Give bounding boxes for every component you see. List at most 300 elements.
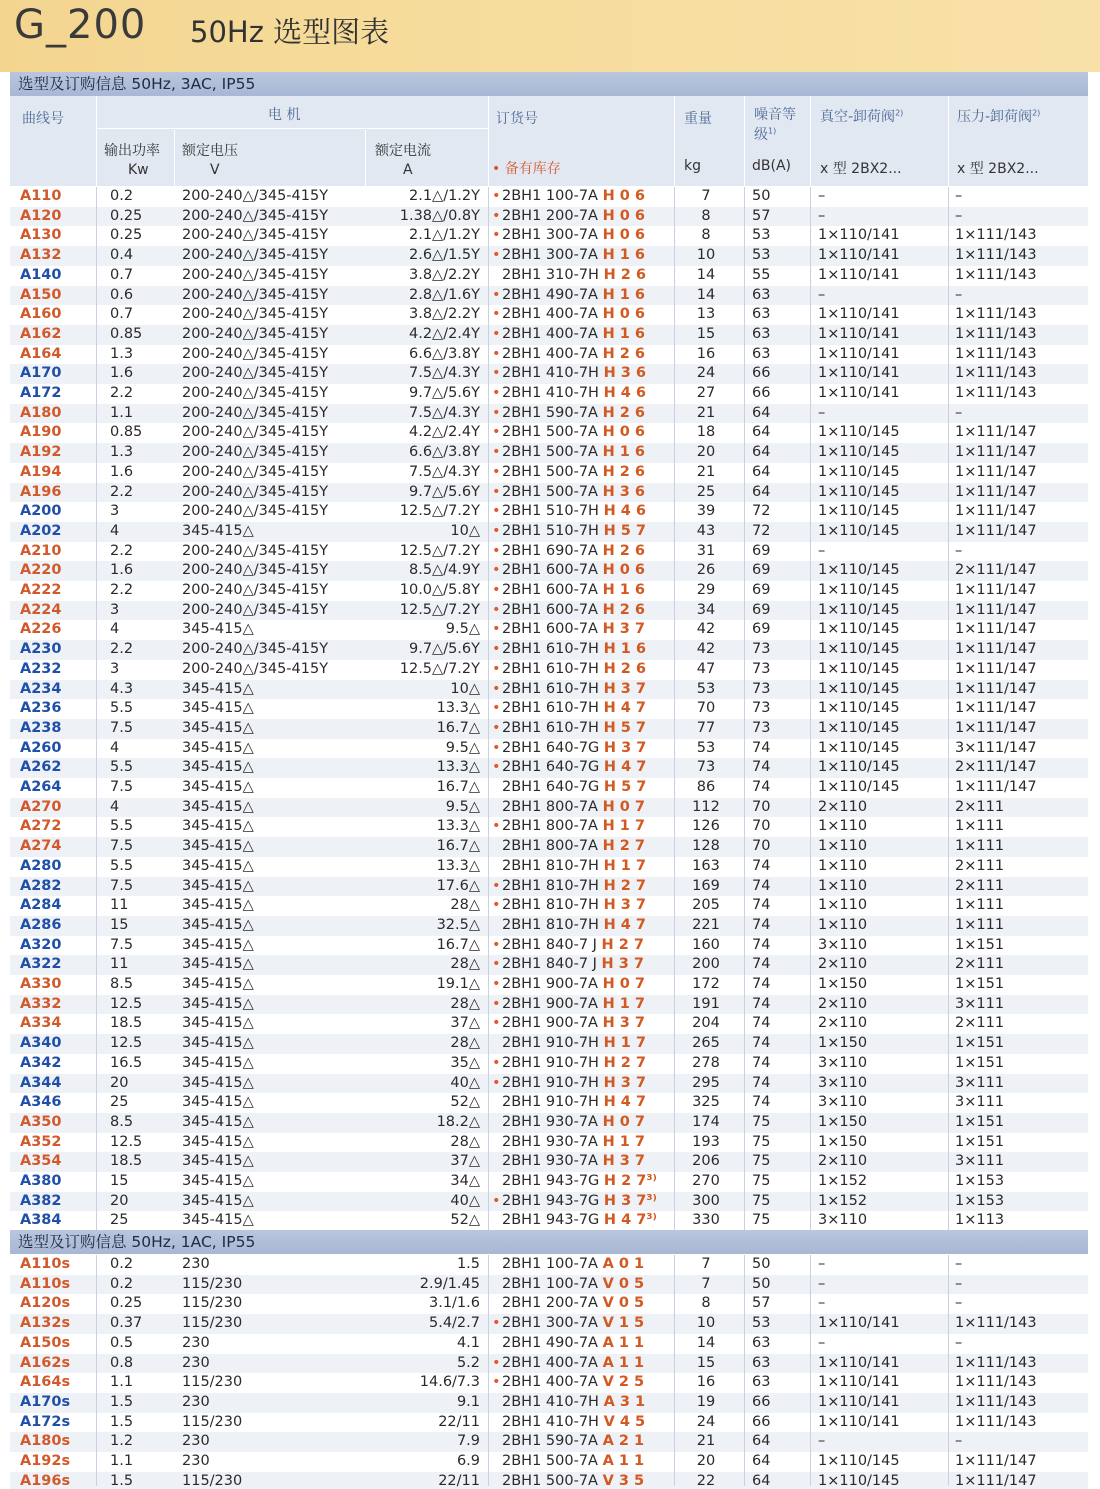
weight: 15	[696, 325, 716, 342]
output-power: 1.2	[110, 1433, 134, 1450]
rated-voltage: 345-415△	[182, 1074, 254, 1091]
noise-level: 66	[752, 385, 771, 401]
header-noise: 噪音等	[754, 107, 796, 123]
rated-voltage: 115/230	[182, 1413, 243, 1430]
table-row	[10, 1373, 1088, 1393]
stock-bullet: •	[492, 1354, 501, 1371]
weight: 169	[692, 877, 720, 894]
curve-number: A322	[20, 956, 62, 973]
pressure-valve: 3×111	[955, 995, 1005, 1012]
page-title: G_200	[14, 2, 147, 48]
rated-voltage: 345-415△	[182, 1192, 254, 1209]
order-code: A 3 1	[603, 1393, 646, 1410]
vacuum-valve: 1×110/145	[818, 621, 900, 638]
rated-current: 16.7△	[436, 779, 480, 795]
vacuum-valve: 1×110/141	[818, 1374, 900, 1391]
noise-level: 74	[752, 936, 771, 953]
output-power: 0.25	[110, 227, 143, 244]
rated-current: 2.6△/1.5Y	[408, 247, 480, 264]
noise-level: 66	[752, 365, 771, 382]
noise-level: 64	[752, 1472, 771, 1489]
vacuum-valve: –	[818, 1256, 826, 1272]
order-code: H 0 7	[602, 976, 645, 992]
noise-level: 74	[752, 1015, 771, 1032]
order-number	[492, 1093, 674, 1113]
vacuum-valve: 1×110/145	[818, 779, 900, 795]
rated-voltage: 230	[182, 1354, 210, 1371]
noise-level: 74	[752, 739, 771, 756]
header-weight: 重量	[684, 111, 712, 127]
rated-current: 22/11	[438, 1413, 480, 1430]
rated-voltage: 200-240△/345-415Y	[182, 601, 329, 618]
curve-number: A274	[20, 838, 62, 855]
order-code: H 3 7	[602, 1153, 645, 1170]
rated-voltage: 345-415△	[182, 1212, 254, 1229]
order-base: 2BH1 610-7H	[502, 719, 604, 736]
output-power: 4	[110, 522, 120, 539]
rated-current: 22/11	[438, 1472, 480, 1489]
weight: 18	[696, 424, 716, 441]
rated-current: 32.5△	[436, 916, 480, 933]
vacuum-valve: 1×110/145	[818, 1472, 900, 1489]
pressure-valve: 1×151	[955, 1035, 1005, 1052]
order-base: 2BH1 410-7H	[502, 365, 604, 382]
table-row	[10, 857, 1088, 877]
noise-level: 64	[752, 424, 771, 441]
output-power: 5.5	[110, 700, 134, 717]
vacuum-valve: 1×110/145	[818, 700, 900, 717]
order-code: H 3 7	[602, 1015, 645, 1032]
weight: 25	[696, 483, 716, 500]
vacuum-valve: 1×152	[818, 1173, 868, 1189]
pressure-valve: –	[955, 1334, 963, 1351]
curve-number: A200	[20, 503, 62, 520]
table-row	[10, 561, 1088, 581]
order-base: 2BH1 800-7A	[502, 838, 603, 855]
vacuum-valve: 3×110	[818, 1212, 868, 1229]
vacuum-valve: 1×110/145	[818, 463, 900, 480]
noise-level: 69	[752, 582, 771, 598]
order-number	[492, 1373, 674, 1393]
table-row	[10, 1211, 1088, 1231]
rated-voltage: 200-240△/345-415Y	[182, 641, 329, 658]
rated-current: 17.6△	[436, 877, 480, 894]
weight: 16	[696, 345, 716, 362]
vacuum-valve: 1×110/145	[818, 424, 900, 441]
curve-number: A354	[20, 1153, 62, 1170]
rated-voltage: 345-415△	[182, 1173, 254, 1189]
pressure-valve: 3×111/147	[955, 739, 1037, 756]
order-number	[492, 502, 674, 522]
vacuum-valve: 1×110	[818, 818, 868, 835]
table-row	[10, 1334, 1088, 1354]
curve-number: A202	[20, 522, 62, 539]
order-number	[492, 542, 674, 562]
pressure-valve: 2×111	[955, 956, 1005, 973]
rated-voltage: 345-415△	[182, 1035, 254, 1052]
curve-number: A264	[20, 779, 62, 795]
curve-number: A120s	[20, 1295, 71, 1312]
output-power: 0.6	[110, 286, 134, 303]
noise-level: 73	[752, 641, 771, 658]
noise-level: 74	[752, 1074, 771, 1091]
curve-number: A380	[20, 1173, 62, 1189]
weight: 221	[692, 916, 720, 933]
output-power: 1.3	[110, 444, 134, 461]
table-row	[10, 483, 1088, 503]
header-order: 订货号	[496, 111, 538, 127]
weight: 172	[692, 976, 720, 992]
stock-bullet: •	[492, 404, 501, 421]
rated-current: 2.1△/1.2Y	[408, 227, 480, 244]
rated-current: 2.9/1.45	[419, 1275, 480, 1292]
pressure-valve: 1×111/147	[955, 522, 1037, 539]
weight: 206	[692, 1153, 720, 1170]
table-row	[10, 798, 1088, 818]
order-number	[492, 1354, 674, 1374]
noise-level: 64	[752, 404, 771, 421]
order-code: H 2 6	[603, 266, 646, 283]
weight: 7	[701, 1256, 711, 1272]
noise-level: 57	[752, 1295, 771, 1312]
table-row	[10, 542, 1088, 562]
table-row	[10, 1172, 1088, 1192]
order-number	[492, 305, 674, 325]
column-divider	[810, 1255, 811, 1486]
weight: 31	[696, 542, 716, 559]
rated-voltage: 230	[182, 1433, 210, 1450]
curve-number: A352	[20, 1133, 62, 1150]
rated-current: 34△	[450, 1173, 480, 1189]
pressure-valve: 1×111/143	[955, 1354, 1037, 1371]
curve-number: A346	[20, 1094, 62, 1111]
rated-voltage: 230	[182, 1393, 210, 1410]
output-power: 11	[110, 897, 129, 914]
selection-table	[10, 72, 1090, 1489]
curve-number: A226	[20, 621, 62, 638]
stock-bullet: •	[492, 956, 501, 973]
rated-voltage: 345-415△	[182, 818, 254, 835]
output-power: 7.5	[110, 936, 134, 953]
stock-bullet: •	[492, 641, 501, 658]
rated-voltage: 345-415△	[182, 779, 254, 795]
rated-voltage: 200-240△/345-415Y	[182, 660, 329, 677]
table-row	[10, 286, 1088, 306]
rated-current: 7.5△/4.3Y	[408, 365, 480, 382]
order-base: 2BH1 600-7A	[502, 601, 603, 618]
header-motor: 电 机	[268, 107, 301, 123]
column-header	[10, 96, 1088, 186]
rated-current: 28△	[450, 956, 480, 973]
weight: 8	[701, 1295, 711, 1312]
noise-level: 63	[752, 1374, 771, 1391]
weight: 86	[696, 779, 716, 795]
stock-bullet: •	[492, 1015, 501, 1032]
noise-level: 70	[752, 838, 771, 855]
rated-voltage: 200-240△/345-415Y	[182, 345, 329, 362]
table-row	[10, 384, 1088, 404]
output-power: 16.5	[110, 1054, 143, 1071]
stock-bullet: •	[492, 483, 501, 500]
rated-current: 6.6△/3.8Y	[408, 444, 480, 461]
table-row	[10, 1034, 1088, 1054]
order-number	[492, 1074, 674, 1094]
rated-voltage: 345-415△	[182, 956, 254, 973]
order-base: 2BH1 500-7A	[502, 483, 603, 500]
rated-current: 3.8△/2.2Y	[408, 266, 480, 283]
order-base: 2BH1 200-7A	[502, 1295, 603, 1312]
table-row	[10, 1133, 1088, 1153]
stock-bullet: •	[492, 227, 501, 244]
order-base: 2BH1 810-7H	[502, 897, 604, 914]
weight: 16	[696, 1374, 716, 1391]
stock-bullet: •	[492, 1054, 501, 1071]
weight: 126	[692, 818, 720, 835]
column-divider	[96, 187, 97, 1230]
curve-number: A110s	[20, 1275, 71, 1292]
order-number	[492, 660, 674, 680]
weight: 70	[696, 700, 716, 717]
rated-current: 12.5△/7.2Y	[399, 503, 480, 520]
order-code: H 0 6	[602, 306, 645, 323]
pressure-valve: 2×111/147	[955, 562, 1037, 579]
rated-voltage: 200-240△/345-415Y	[182, 562, 329, 579]
output-power: 15	[110, 916, 129, 933]
order-number	[492, 857, 674, 877]
curve-number: A180	[20, 404, 62, 421]
header-current: 额定电流	[375, 143, 431, 159]
rated-voltage: 200-240△/345-415Y	[182, 463, 329, 480]
order-number	[492, 1275, 674, 1295]
weight: 278	[692, 1054, 720, 1071]
rated-current: 6.9	[456, 1453, 480, 1469]
pressure-valve: 1×111/143	[955, 1315, 1037, 1332]
order-number	[492, 1192, 674, 1212]
column-divider	[96, 1255, 97, 1486]
table-row	[10, 423, 1088, 443]
table-row	[10, 1393, 1088, 1413]
stock-bullet: •	[492, 306, 501, 323]
table-row	[10, 916, 1088, 936]
rated-current: 7.5△/4.3Y	[408, 404, 480, 421]
order-code: H 5 7	[603, 522, 646, 539]
noise-level: 74	[752, 759, 771, 776]
vacuum-valve: 3×110	[818, 1054, 868, 1071]
order-code: H 2 7	[601, 936, 644, 953]
stock-bullet: •	[492, 562, 501, 579]
weight: 7	[701, 188, 711, 204]
order-base: 2BH1 900-7A	[502, 976, 603, 992]
curve-number: A190	[20, 424, 62, 441]
stock-bullet: •	[492, 542, 501, 559]
noise-level: 53	[752, 247, 771, 264]
output-power: 1.6	[110, 562, 134, 579]
curve-number: A350	[20, 1113, 62, 1130]
curve-number: A384	[20, 1212, 62, 1229]
order-base: 2BH1 510-7H	[502, 503, 604, 520]
weight: 39	[696, 503, 716, 520]
curve-number: A210	[20, 542, 62, 559]
curve-number: A194	[20, 463, 62, 480]
rated-current: 28△	[450, 897, 480, 914]
table-row	[10, 187, 1088, 207]
curve-number: A260	[20, 739, 62, 756]
vacuum-valve: 1×110/145	[818, 562, 900, 579]
order-base: 2BH1 840-7 J	[502, 956, 602, 973]
order-base: 2BH1 490-7A	[502, 1334, 603, 1351]
curve-number: A164	[20, 345, 62, 362]
rated-current: 2.8△/1.6Y	[408, 286, 480, 303]
rated-voltage: 345-415△	[182, 680, 254, 697]
order-code: H 1 7	[603, 1035, 646, 1052]
table-row	[10, 739, 1088, 759]
order-code: H 2 7	[602, 838, 645, 855]
output-power: 25	[110, 1212, 129, 1229]
pressure-valve: 1×111/147	[955, 424, 1037, 441]
rated-current: 9.7△/5.6Y	[408, 385, 480, 401]
order-base: 2BH1 500-7A	[502, 1472, 603, 1489]
order-number	[492, 364, 674, 384]
noise-level: 55	[752, 266, 771, 283]
order-number	[492, 1211, 674, 1231]
vacuum-valve: 1×152	[818, 1192, 868, 1209]
weight: 325	[692, 1094, 720, 1111]
rated-current: 4.2△/2.4Y	[408, 424, 480, 441]
noise-level: 74	[752, 877, 771, 894]
header-weight-unit: kg	[684, 158, 701, 174]
rated-voltage: 200-240△/345-415Y	[182, 483, 329, 500]
header-noise-unit: dB(A)	[752, 158, 791, 174]
table-row	[10, 758, 1088, 778]
rated-voltage: 345-415△	[182, 522, 254, 539]
vacuum-valve: 1×110/141	[818, 1413, 900, 1430]
order-code: H 1 6	[602, 325, 645, 342]
vacuum-valve: 2×110	[818, 995, 868, 1012]
weight: 295	[692, 1074, 720, 1091]
pressure-valve: –	[955, 542, 963, 559]
stock-bullet: •	[492, 621, 501, 638]
curve-number: A132s	[20, 1315, 71, 1332]
output-power: 3	[110, 660, 120, 677]
rated-voltage: 345-415△	[182, 621, 254, 638]
noise-level: 72	[752, 522, 771, 539]
output-power: 2.2	[110, 385, 134, 401]
stock-bullet: •	[492, 719, 501, 736]
stock-bullet: •	[492, 976, 501, 992]
order-code: H 0 6	[602, 562, 645, 579]
order-number	[492, 226, 674, 246]
curve-number: A230	[20, 641, 62, 658]
stock-bullet: •	[492, 759, 501, 776]
weight: 43	[696, 522, 716, 539]
stock-bullet: •	[492, 1374, 501, 1391]
output-power: 1.6	[110, 365, 134, 382]
curve-number: A160	[20, 306, 62, 323]
order-number	[492, 345, 674, 365]
stock-bullet: •	[492, 207, 501, 224]
weight: 330	[692, 1212, 720, 1229]
order-code: H 2 6	[603, 660, 646, 677]
weight: 160	[692, 936, 720, 953]
noise-level: 75	[752, 1173, 771, 1189]
order-code: H 2 7³⁾	[603, 1173, 657, 1189]
weight: 20	[696, 444, 716, 461]
order-base: 2BH1 410-7H	[502, 1413, 604, 1430]
table-row	[10, 266, 1088, 286]
rated-current: 52△	[450, 1094, 480, 1111]
noise-level: 73	[752, 719, 771, 736]
rated-voltage: 345-415△	[182, 1153, 254, 1170]
order-code: H 0 7	[602, 798, 645, 815]
rated-current: 1.5	[456, 1256, 480, 1272]
curve-number: A150s	[20, 1334, 71, 1351]
rated-current: 13.3△	[436, 759, 480, 776]
pressure-valve: –	[955, 404, 963, 421]
header-stock-note: • 备有库存	[492, 161, 561, 177]
table-row	[10, 1354, 1088, 1374]
table-row	[10, 443, 1088, 463]
noise-level: 74	[752, 779, 771, 795]
output-power: 2.2	[110, 641, 134, 658]
curve-number: A192s	[20, 1453, 71, 1469]
pressure-valve: 1×113	[955, 1212, 1005, 1229]
order-code: H 3 7	[603, 897, 646, 914]
pressure-valve: 1×111/147	[955, 444, 1037, 461]
order-base: 2BH1 300-7A	[502, 227, 603, 244]
rated-voltage: 345-415△	[182, 739, 254, 756]
table-row	[10, 404, 1088, 424]
pressure-valve: 1×111/143	[955, 1374, 1037, 1391]
order-number	[492, 1294, 674, 1314]
column-divider	[488, 1255, 489, 1486]
vacuum-valve: 2×110	[818, 798, 868, 815]
column-divider	[948, 1255, 949, 1486]
curve-number: A130	[20, 227, 62, 244]
table-row	[10, 325, 1088, 345]
order-number	[492, 384, 674, 404]
table-row	[10, 699, 1088, 719]
vacuum-valve: 1×110/145	[818, 483, 900, 500]
output-power: 7.5	[110, 838, 134, 855]
weight: 27	[696, 385, 716, 401]
output-power: 1.6	[110, 463, 134, 480]
pressure-valve: 3×111	[955, 1074, 1005, 1091]
rated-voltage: 200-240△/345-415Y	[182, 424, 329, 441]
vacuum-valve: 1×150	[818, 976, 868, 992]
noise-level: 63	[752, 1334, 771, 1351]
curve-number: A284	[20, 897, 62, 914]
pressure-valve: 1×111/147	[955, 582, 1037, 598]
curve-number: A232	[20, 660, 62, 677]
order-code: H 4 6	[603, 385, 646, 401]
weight: 265	[692, 1035, 720, 1052]
vacuum-valve: 1×110/141	[818, 1354, 900, 1371]
order-base: 2BH1 500-7A	[502, 444, 603, 461]
vacuum-valve: –	[818, 188, 826, 204]
column-divider	[744, 187, 745, 1230]
stock-bullet: •	[492, 700, 501, 717]
weight: 21	[696, 1433, 716, 1450]
weight: 13	[696, 306, 716, 323]
output-power: 0.8	[110, 1354, 134, 1371]
table-row	[10, 778, 1088, 798]
output-power: 0.5	[110, 1334, 134, 1351]
weight: 128	[692, 838, 720, 855]
order-base: 2BH1 100-7A	[502, 188, 603, 204]
pressure-valve: 1×111/143	[955, 1393, 1037, 1410]
noise-level: 50	[752, 188, 771, 204]
pressure-valve: 1×111/143	[955, 266, 1037, 283]
